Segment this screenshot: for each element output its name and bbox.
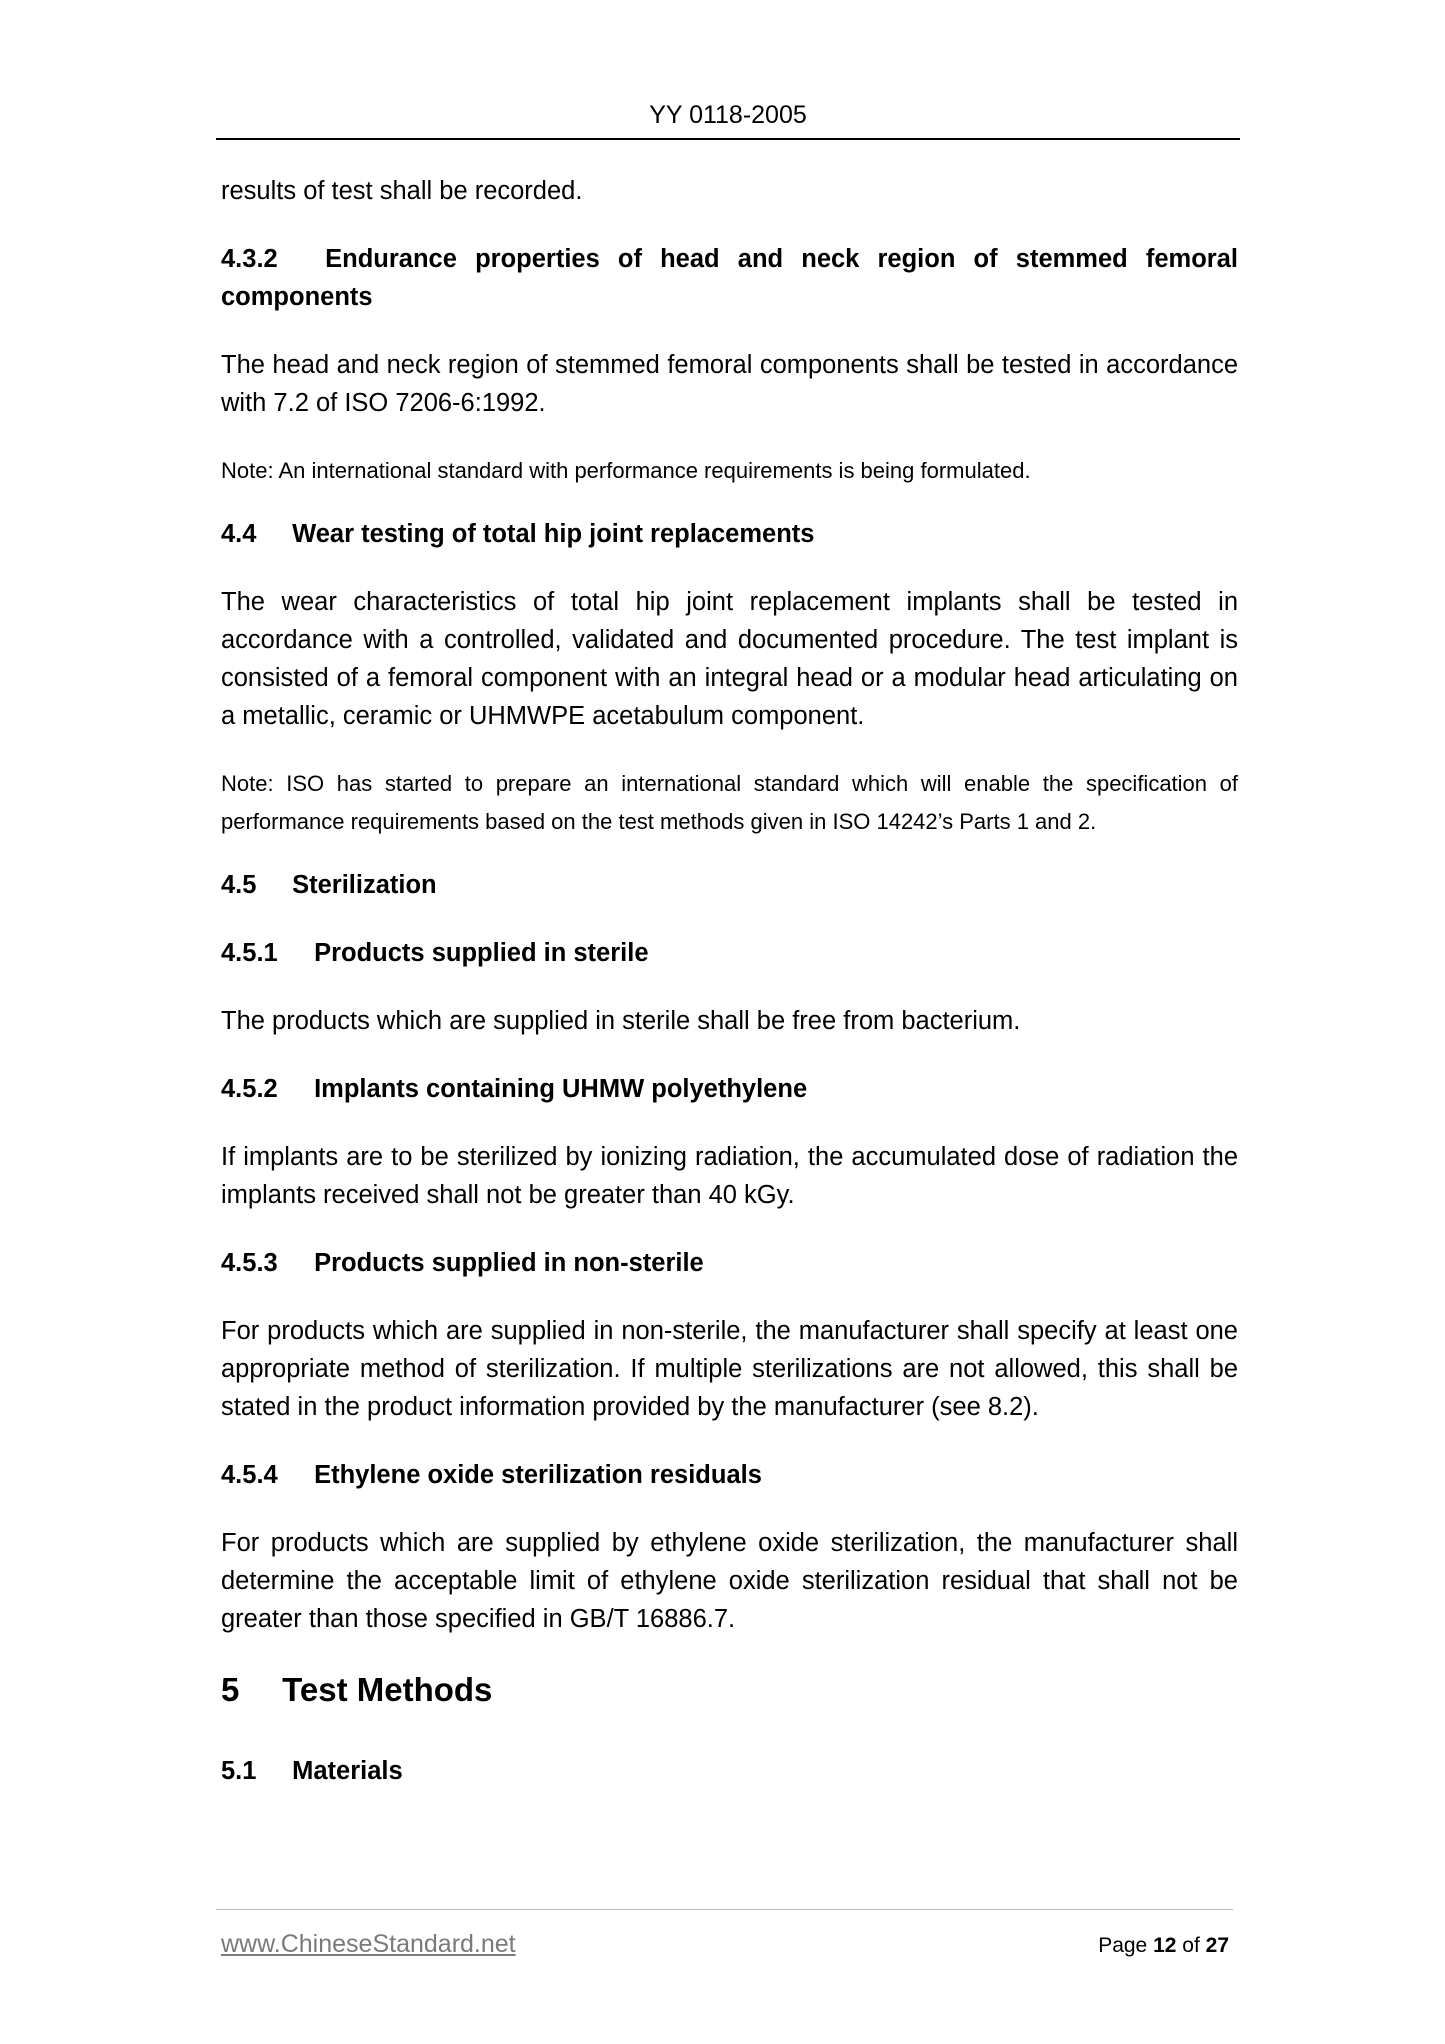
section-number: 4.5 [221, 871, 257, 899]
section-4-5-2-heading [221, 1070, 1238, 1108]
section-4-5-heading [221, 866, 1238, 904]
section-number: 4.4 [221, 520, 257, 548]
document-code: YY 0118-2005 [649, 101, 807, 129]
intro-paragraph: results of test shall be recorded. [221, 177, 583, 205]
section-4-5-3-body: For products which are supplied in non-sterile, the manufacturer shall specify at least one appropriate method of sterilization. If multiple sterilizations are not allowed, this shall be stated in the product information provided by the manufacturer (see 8.2). [221, 1317, 1238, 1421]
section-number: 4.5.2 [221, 1075, 278, 1103]
page-prefix: Page [1098, 1934, 1148, 1957]
section-title: Test Methods [282, 1671, 493, 1708]
section-title: Ethylene oxide sterilization residuals [314, 1461, 762, 1489]
document-body [221, 172, 1238, 1820]
section-number: 5 [221, 1671, 240, 1708]
website-link[interactable]: www.ChineseStandard.net [221, 1930, 516, 1958]
section-title: Sterilization [292, 871, 437, 899]
section-4-3-2-note: Note: An international standard with performance requirements is being formulated. [221, 458, 1031, 483]
section-4-5-4-heading [221, 1456, 1238, 1494]
section-4-3-2-body: The head and neck region of stemmed femoral components shall be tested in accordance with 7.2 of ISO 7206-6:1992. [221, 351, 1238, 417]
page-total: 27 [1205, 1934, 1229, 1957]
section-4-5-1-heading [221, 934, 1238, 972]
section-title: Wear testing of total hip joint replacements [292, 520, 815, 548]
section-title: Implants containing UHMW polyethylene [314, 1075, 808, 1103]
section-title: Products supplied in sterile [314, 939, 649, 967]
section-number: 5.1 [221, 1757, 257, 1785]
footer-divider [216, 1909, 1233, 1910]
section-number: 4.3.2 [221, 245, 278, 273]
section-number: 4.5.3 [221, 1249, 278, 1277]
section-title: Endurance properties of head and neck region of stemmed femoral components [221, 245, 1238, 311]
page-header [216, 100, 1240, 140]
section-4-5-1-body: The products which are supplied in sterile shall be free from bacterium. [221, 1007, 1021, 1035]
section-title: Products supplied in non-sterile [314, 1249, 704, 1277]
section-number: 4.5.1 [221, 939, 278, 967]
section-4-5-4-body: For products which are supplied by ethylene oxide sterilization, the manufacturer shall determine the acceptable limit of ethylene oxide sterilization residual that shall not be greater than those specified in GB/T 16886.7. [221, 1529, 1238, 1633]
section-4-4-heading [221, 515, 1238, 553]
section-4-5-3-heading [221, 1244, 1238, 1282]
section-title: Materials [292, 1757, 403, 1785]
section-4-4-note: Note: ISO has started to prepare an international standard which will enable the specification of performance requirements based on the test methods given in ISO 14242’s Parts 1 and 2. [221, 771, 1238, 834]
page-number [1098, 1932, 1229, 1960]
section-5-heading [221, 1668, 1238, 1712]
page-of: of [1182, 1934, 1200, 1957]
page-current: 12 [1153, 1934, 1177, 1957]
section-number: 4.5.4 [221, 1461, 278, 1489]
section-4-4-body: The wear characteristics of total hip joint replacement implants shall be tested in accordance with a controlled, validated and documented procedure. The test implant is consisted of a femoral component with an integral head or a modular head articulating on a metallic, ceramic or UHMWPE acetabulum component. [221, 588, 1238, 730]
section-4-5-2-body: If implants are to be sterilized by ionizing radiation, the accumulated dose of radiation the implants received shall not be greater than 40 kGy. [221, 1143, 1238, 1209]
section-5-1-heading [221, 1752, 1238, 1790]
section-4-3-2-heading [221, 240, 1238, 316]
